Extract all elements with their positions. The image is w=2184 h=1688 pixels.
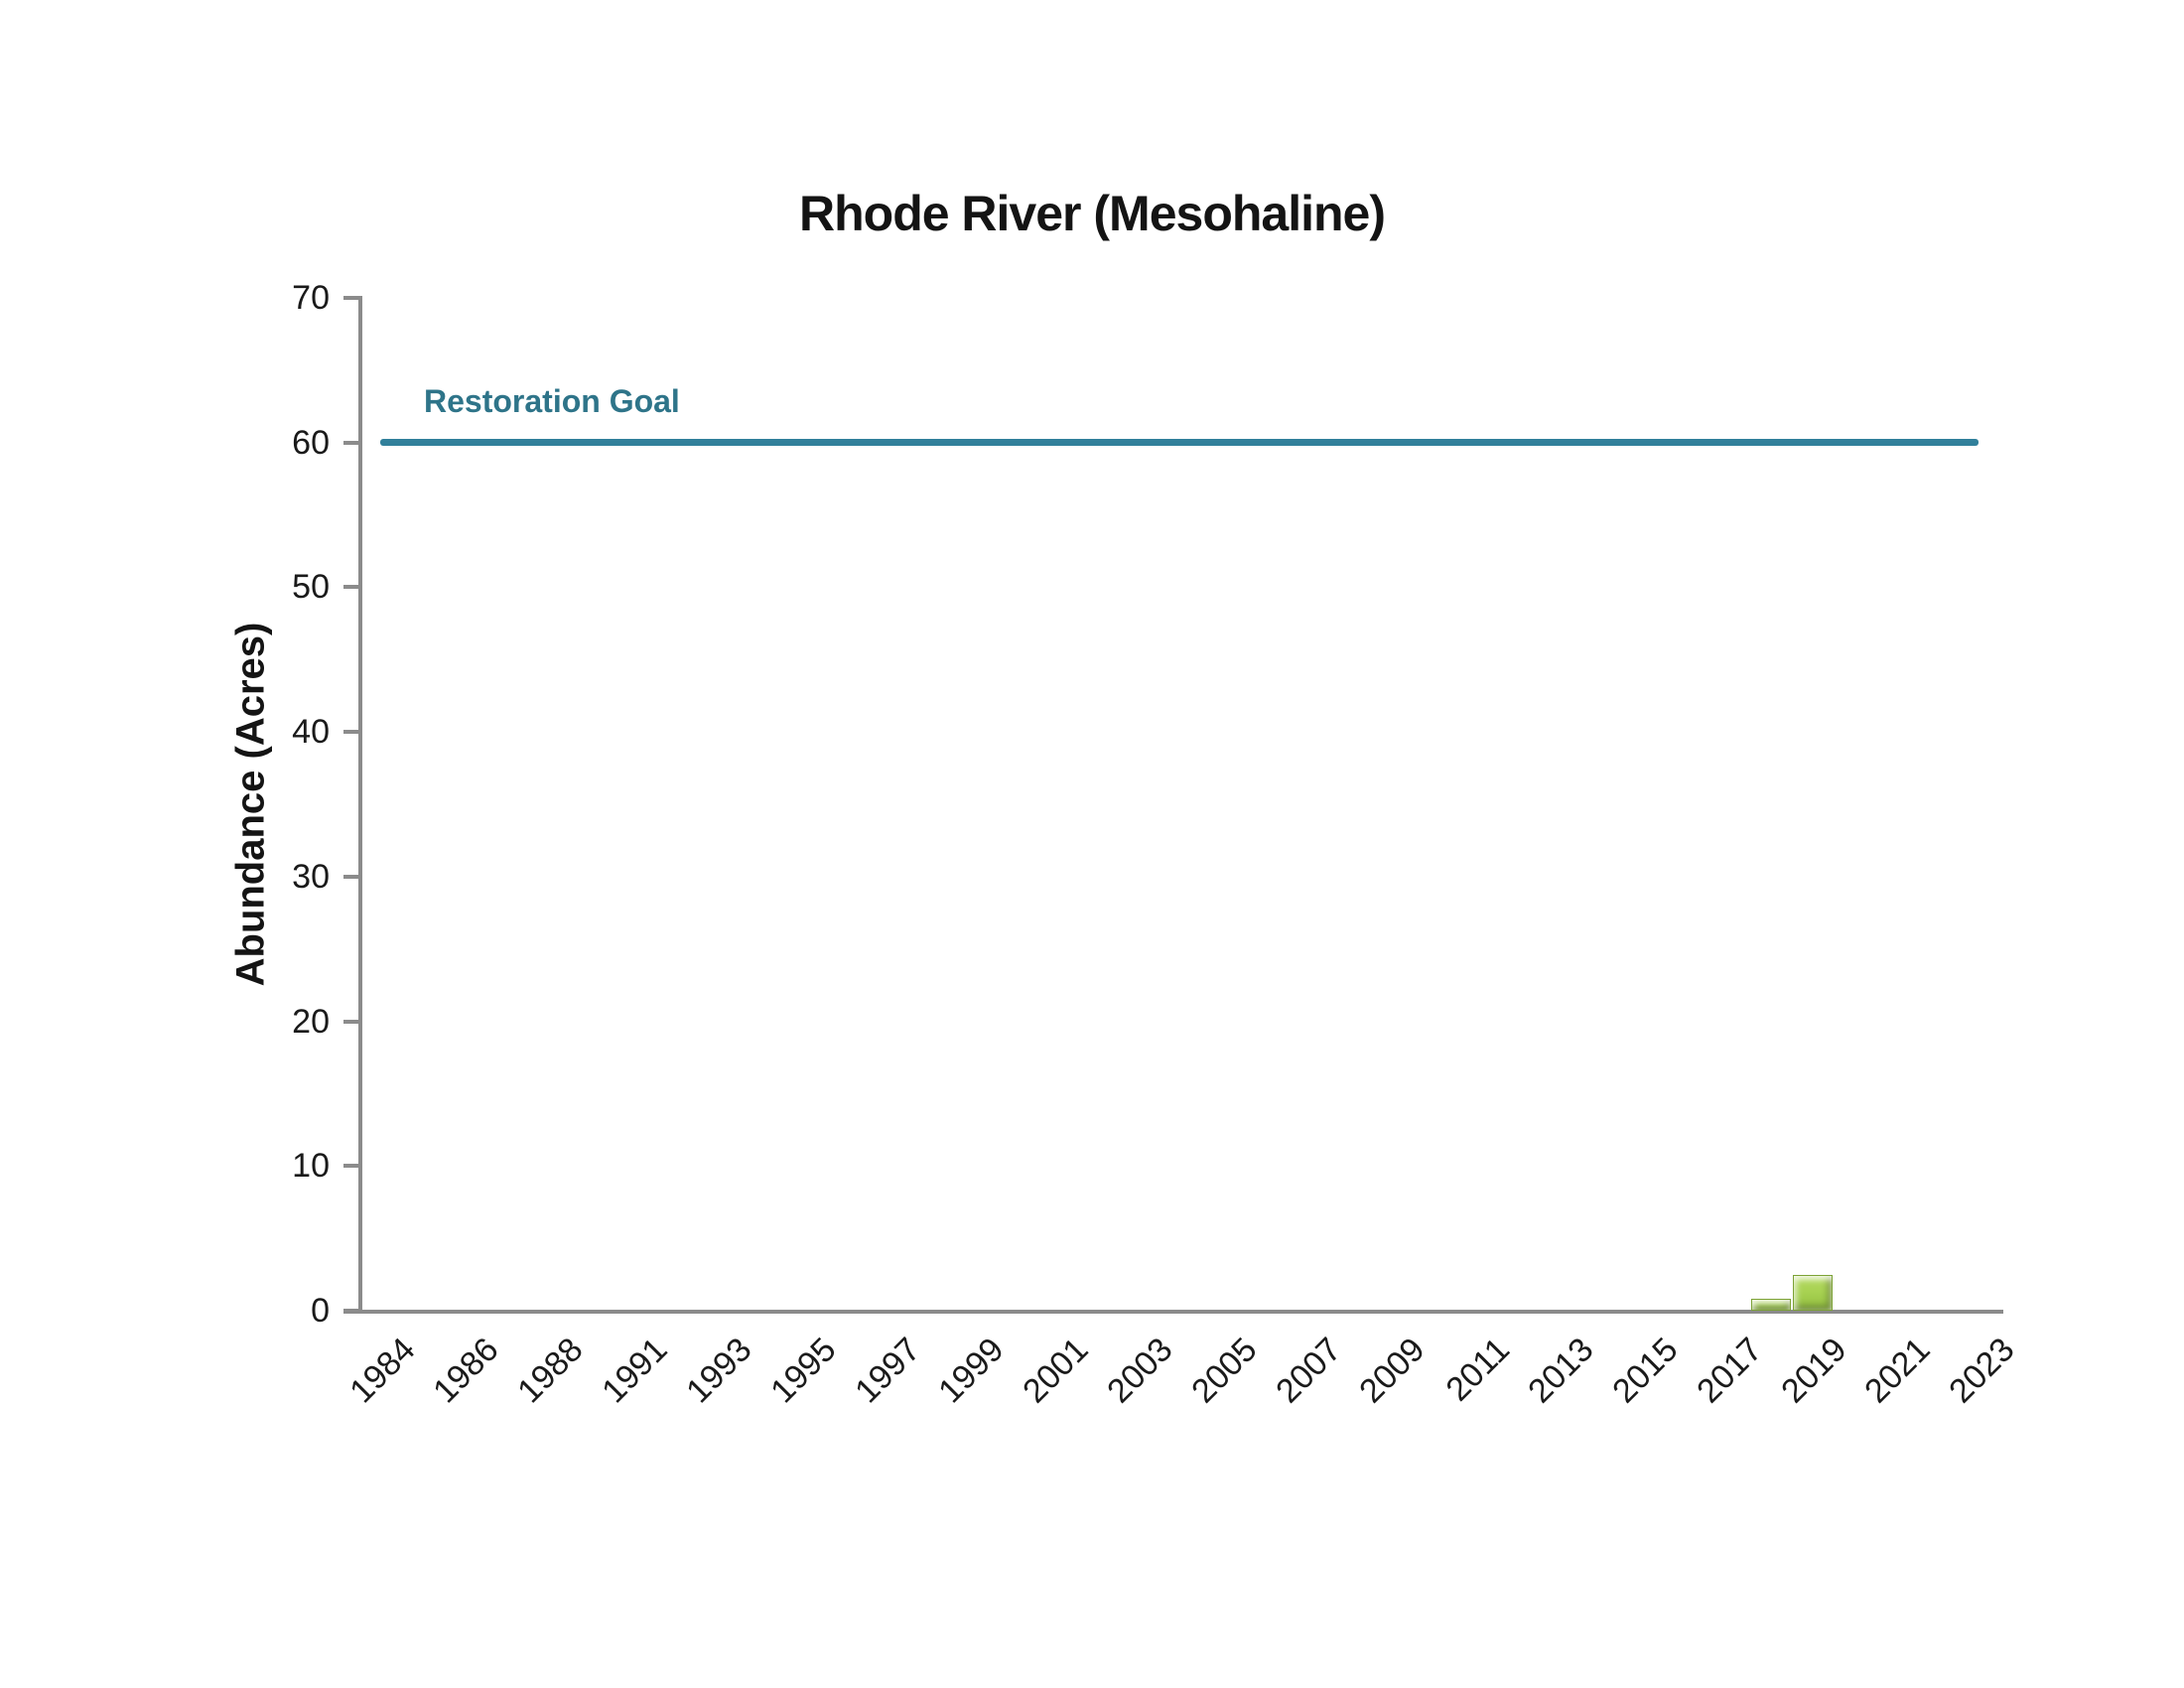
x-tick-label: 2005: [1183, 1331, 1265, 1411]
y-tick-mark: [343, 585, 359, 589]
y-tick-mark: [343, 1309, 359, 1313]
y-tick-label: 20: [292, 1002, 330, 1041]
x-tick-label: 1984: [341, 1331, 423, 1411]
x-tick-label: 1995: [762, 1331, 844, 1411]
bar-2018: [1751, 1299, 1791, 1311]
x-tick-label: 2007: [1268, 1331, 1349, 1411]
y-tick-label: 0: [311, 1292, 330, 1330]
x-tick-label: 1997: [847, 1331, 928, 1411]
y-tick-mark: [343, 1164, 359, 1168]
x-tick-label: 1986: [426, 1331, 506, 1411]
y-tick-label: 30: [292, 857, 330, 896]
y-tick-label: 60: [292, 423, 330, 462]
y-tick-label: 40: [292, 713, 330, 752]
restoration-goal-line: [380, 439, 1979, 446]
x-tick-label: 2011: [1438, 1331, 1517, 1409]
x-tick-label: 2017: [1689, 1331, 1770, 1411]
x-tick-label: 1993: [679, 1331, 759, 1411]
y-tick-label: 70: [292, 279, 330, 317]
y-tick-mark: [343, 730, 359, 734]
y-tick-label: 50: [292, 568, 330, 607]
x-tick-label: 2021: [1857, 1331, 1938, 1411]
restoration-goal-label: Restoration Goal: [424, 383, 680, 419]
x-tick-label: 2015: [1605, 1331, 1686, 1411]
y-axis-title: Abundance (Acres): [228, 622, 273, 987]
y-tick-mark: [343, 875, 359, 879]
y-tick-label: 10: [292, 1147, 330, 1186]
x-tick-label: 2013: [1521, 1331, 1601, 1411]
x-tick-label: 2009: [1352, 1331, 1433, 1411]
x-tick-label: 2019: [1773, 1331, 1854, 1411]
x-tick-label: 2023: [1942, 1331, 2022, 1411]
y-tick-mark: [343, 296, 359, 300]
x-tick-label: 1988: [510, 1331, 591, 1411]
y-tick-mark: [343, 1020, 359, 1024]
chart-title: Rhode River (Mesohaline): [799, 186, 1385, 241]
x-tick-label: 1999: [931, 1331, 1012, 1411]
x-tick-label: 2001: [1016, 1331, 1096, 1411]
y-tick-mark: [343, 441, 359, 445]
y-axis-line: [358, 296, 362, 1314]
x-tick-label: 2003: [1100, 1331, 1180, 1411]
bar-2019: [1793, 1275, 1833, 1311]
x-tick-label: 1991: [595, 1331, 675, 1411]
